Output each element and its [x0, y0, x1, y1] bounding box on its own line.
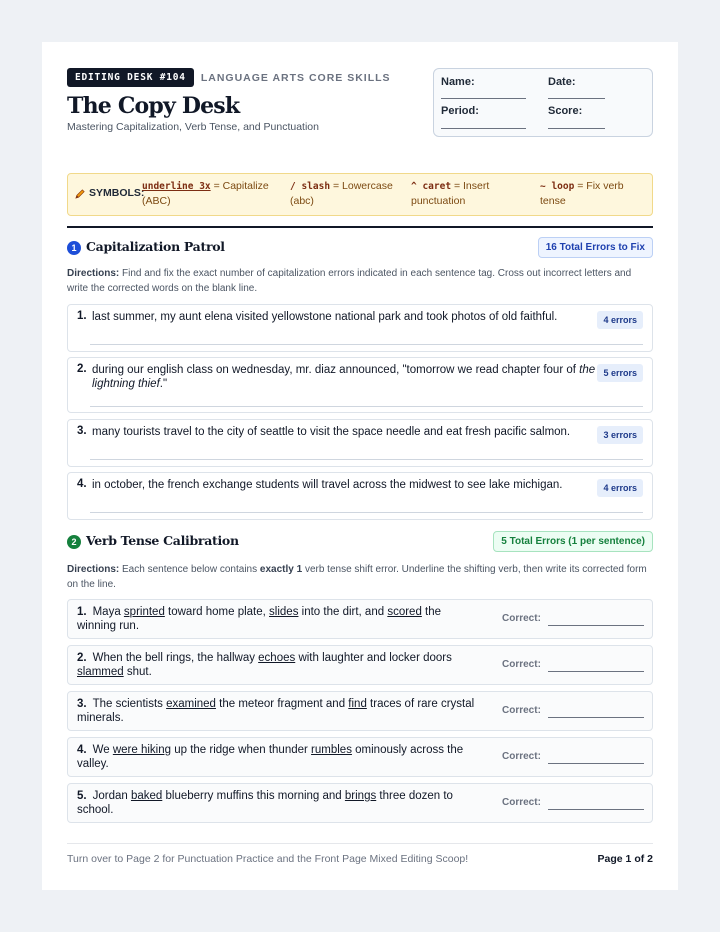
pencil-icon	[75, 188, 86, 199]
score-label: Score:	[548, 105, 583, 117]
correct-answer-line[interactable]	[548, 809, 644, 810]
underlined-verb[interactable]: echoes	[258, 652, 296, 664]
section-1-number: 1	[67, 241, 81, 255]
correct-label: Correct:	[502, 613, 541, 624]
student-info-box	[433, 68, 653, 137]
symbol-desc: = Lowercase (abc)	[290, 180, 393, 207]
sentence-number: 5.	[77, 790, 87, 802]
section-1-title: Capitalization Patrol	[86, 239, 225, 254]
correct-answer-line[interactable]	[548, 671, 644, 672]
sentence-fragment: shut.	[123, 666, 152, 678]
sentence-text	[77, 743, 482, 771]
symbol-code: underline 3x	[142, 181, 211, 192]
symbol-desc: = Capitalize (ABC)	[142, 180, 269, 207]
name-field[interactable]	[441, 98, 526, 99]
sentence-fragment: Jordan	[92, 790, 131, 802]
correct-answer-line[interactable]	[548, 763, 644, 764]
error-count-badge: 4 errors	[597, 479, 643, 497]
section-2-title: Verb Tense Calibration	[86, 533, 239, 548]
symbols-label: SYMBOLS:	[89, 187, 145, 199]
sentence-text: during our english class on wednesday, mr. diaz announced, "tomorrow we read chapter four of the lightning thief."	[92, 364, 596, 390]
section-2-total-badge: 5 Total Errors (1 per sentence)	[493, 531, 653, 552]
symbol-insert	[411, 179, 521, 209]
sentence-fragment: The scientists	[92, 698, 167, 710]
correct-label: Correct:	[502, 797, 541, 808]
sentence-text: in october, the french exchange students will travel across the midwest to see lake michigan.	[92, 479, 563, 491]
page-subtitle: Mastering Capitalization, Verb Tense, and Punctuation	[67, 121, 319, 133]
symbols-legend	[67, 173, 653, 216]
underlined-verb[interactable]: were hiking	[112, 744, 172, 756]
verb-sentence-card	[67, 783, 653, 823]
sentence-text	[77, 651, 482, 679]
symbol-desc: = Insert punctuation	[411, 180, 490, 207]
verb-sentence-card	[67, 645, 653, 685]
worksheet-header	[67, 68, 653, 164]
underlined-verb[interactable]: find	[348, 698, 367, 710]
symbol-code: ~ loop	[540, 181, 575, 192]
underlined-verb[interactable]: examined	[166, 698, 216, 710]
sentence-fragment: When the bell rings, the hallway	[92, 652, 259, 664]
sentence-number: 3.	[77, 698, 87, 710]
sentence-fragment: into the dirt, and	[298, 606, 388, 618]
name-label: Name:	[441, 76, 475, 88]
symbol-capitalize	[142, 179, 282, 209]
correct-answer-line[interactable]	[548, 625, 644, 626]
capitalization-sentence-card: 3. many tourists travel to the city of seattle to visit the space needle and eat fresh pacific salmon. 3 errors	[67, 419, 653, 467]
page-footer	[67, 843, 653, 867]
answer-line[interactable]	[90, 459, 643, 460]
sentence-text: last summer, my aunt elena visited yellowstone national park and took photos of old faithful.	[92, 311, 558, 323]
capitalization-sentence-card: 1. last summer, my aunt elena visited yellowstone national park and took photos of old faithful. 4 errors	[67, 304, 653, 352]
sentence-text	[77, 697, 482, 725]
underlined-verb[interactable]: sprinted	[123, 606, 165, 618]
sentence-fragment: three dozen to school.	[77, 790, 453, 816]
period-field[interactable]	[441, 128, 526, 129]
symbol-desc: = Fix verb tense	[540, 180, 624, 207]
footer-note: Turn over to Page 2 for Punctuation Practice and the Front Page Mixed Editing Scoop!	[67, 853, 469, 865]
verb-tense-list	[67, 592, 653, 822]
date-field[interactable]	[548, 98, 605, 99]
error-count-badge: 3 errors	[597, 426, 643, 444]
sentence-fragment: the meteor fragment and	[215, 698, 349, 710]
verb-sentence-card	[67, 599, 653, 639]
score-field[interactable]	[548, 128, 605, 129]
verb-sentence-card	[67, 691, 653, 731]
correct-answer-line[interactable]	[548, 717, 644, 718]
sentence-fragment: traces of rare crystal minerals.	[77, 698, 475, 724]
date-label: Date:	[548, 76, 576, 88]
underlined-verb[interactable]: slides	[269, 606, 299, 618]
capitalization-sentence-card: 4. in october, the french exchange students will travel across the midwest to see lake michigan. 4 errors	[67, 472, 653, 520]
subject-kicker: LANGUAGE ARTS CORE SKILLS	[200, 71, 391, 84]
underlined-verb[interactable]: scored	[387, 606, 422, 618]
section-1-directions: Directions: Find and fix the exact number of capitalization errors indicated in each sentence tag. Cross out incorrect letters and write the corrected words on the blank line.	[67, 268, 632, 294]
symbol-lowercase	[290, 179, 405, 209]
answer-line[interactable]	[90, 512, 643, 513]
section-2-header	[67, 520, 653, 558]
correct-label: Correct:	[502, 751, 541, 762]
sentence-fragment: Maya	[92, 606, 124, 618]
sentence-fragment: up the ridge when thunder	[171, 744, 312, 756]
correct-label: Correct:	[502, 705, 541, 716]
sentence-fragment: ominously across the valley.	[77, 744, 464, 770]
sentence-text: many tourists travel to the city of seattle to visit the space needle and eat fresh pacific salmon.	[92, 426, 571, 438]
sentence-text	[77, 605, 482, 633]
symbol-code: / slash	[290, 181, 331, 192]
underlined-verb[interactable]: slammed	[77, 666, 124, 678]
verb-sentence-card	[67, 737, 653, 777]
capitalization-sentence-card: 2. during our english class on wednesday, mr. diaz announced, "tomorrow we read chapter four of the lightning thief." 5 errors	[67, 357, 653, 413]
sentence-number: 2.	[77, 652, 87, 664]
sentence-number: 4.	[77, 744, 87, 756]
correct-label: Correct:	[502, 659, 541, 670]
underlined-verb[interactable]: rumbles	[311, 744, 352, 756]
worksheet-page	[42, 42, 678, 890]
sentence-fragment: blueberry muffins this morning and	[162, 790, 345, 802]
sentence-fragment: with laughter and locker doors	[295, 652, 452, 664]
period-label: Period:	[441, 105, 479, 117]
page-number: Page 1 of 2	[597, 853, 653, 865]
sentence-fragment: We	[92, 744, 113, 756]
symbol-code: ^ caret	[411, 181, 452, 192]
desk-badge: EDITING DESK #104	[67, 68, 194, 87]
sentence-text	[77, 789, 482, 817]
answer-line[interactable]	[90, 406, 643, 407]
error-count-badge: 5 errors	[597, 364, 643, 382]
section-1-header	[67, 228, 653, 266]
underlined-verb[interactable]: brings	[344, 790, 377, 802]
sentence-fragment: toward home plate,	[164, 606, 270, 618]
capitalization-list	[67, 296, 653, 520]
answer-line[interactable]	[90, 344, 643, 345]
symbol-verb-tense	[540, 179, 645, 209]
sentence-fragment: the winning run.	[77, 606, 442, 632]
underlined-verb[interactable]: baked	[130, 790, 163, 802]
section-1-total-badge: 16 Total Errors to Fix	[538, 237, 653, 258]
section-2-number: 2	[67, 535, 81, 549]
section-2-directions: Directions: Each sentence below contains exactly 1 verb tense shift error. Underline the shifting verb, then write its corrected form on the line.	[67, 564, 647, 590]
page-title: The Copy Desk	[67, 93, 240, 119]
error-count-badge: 4 errors	[597, 311, 643, 329]
sentence-number: 1.	[77, 606, 87, 618]
